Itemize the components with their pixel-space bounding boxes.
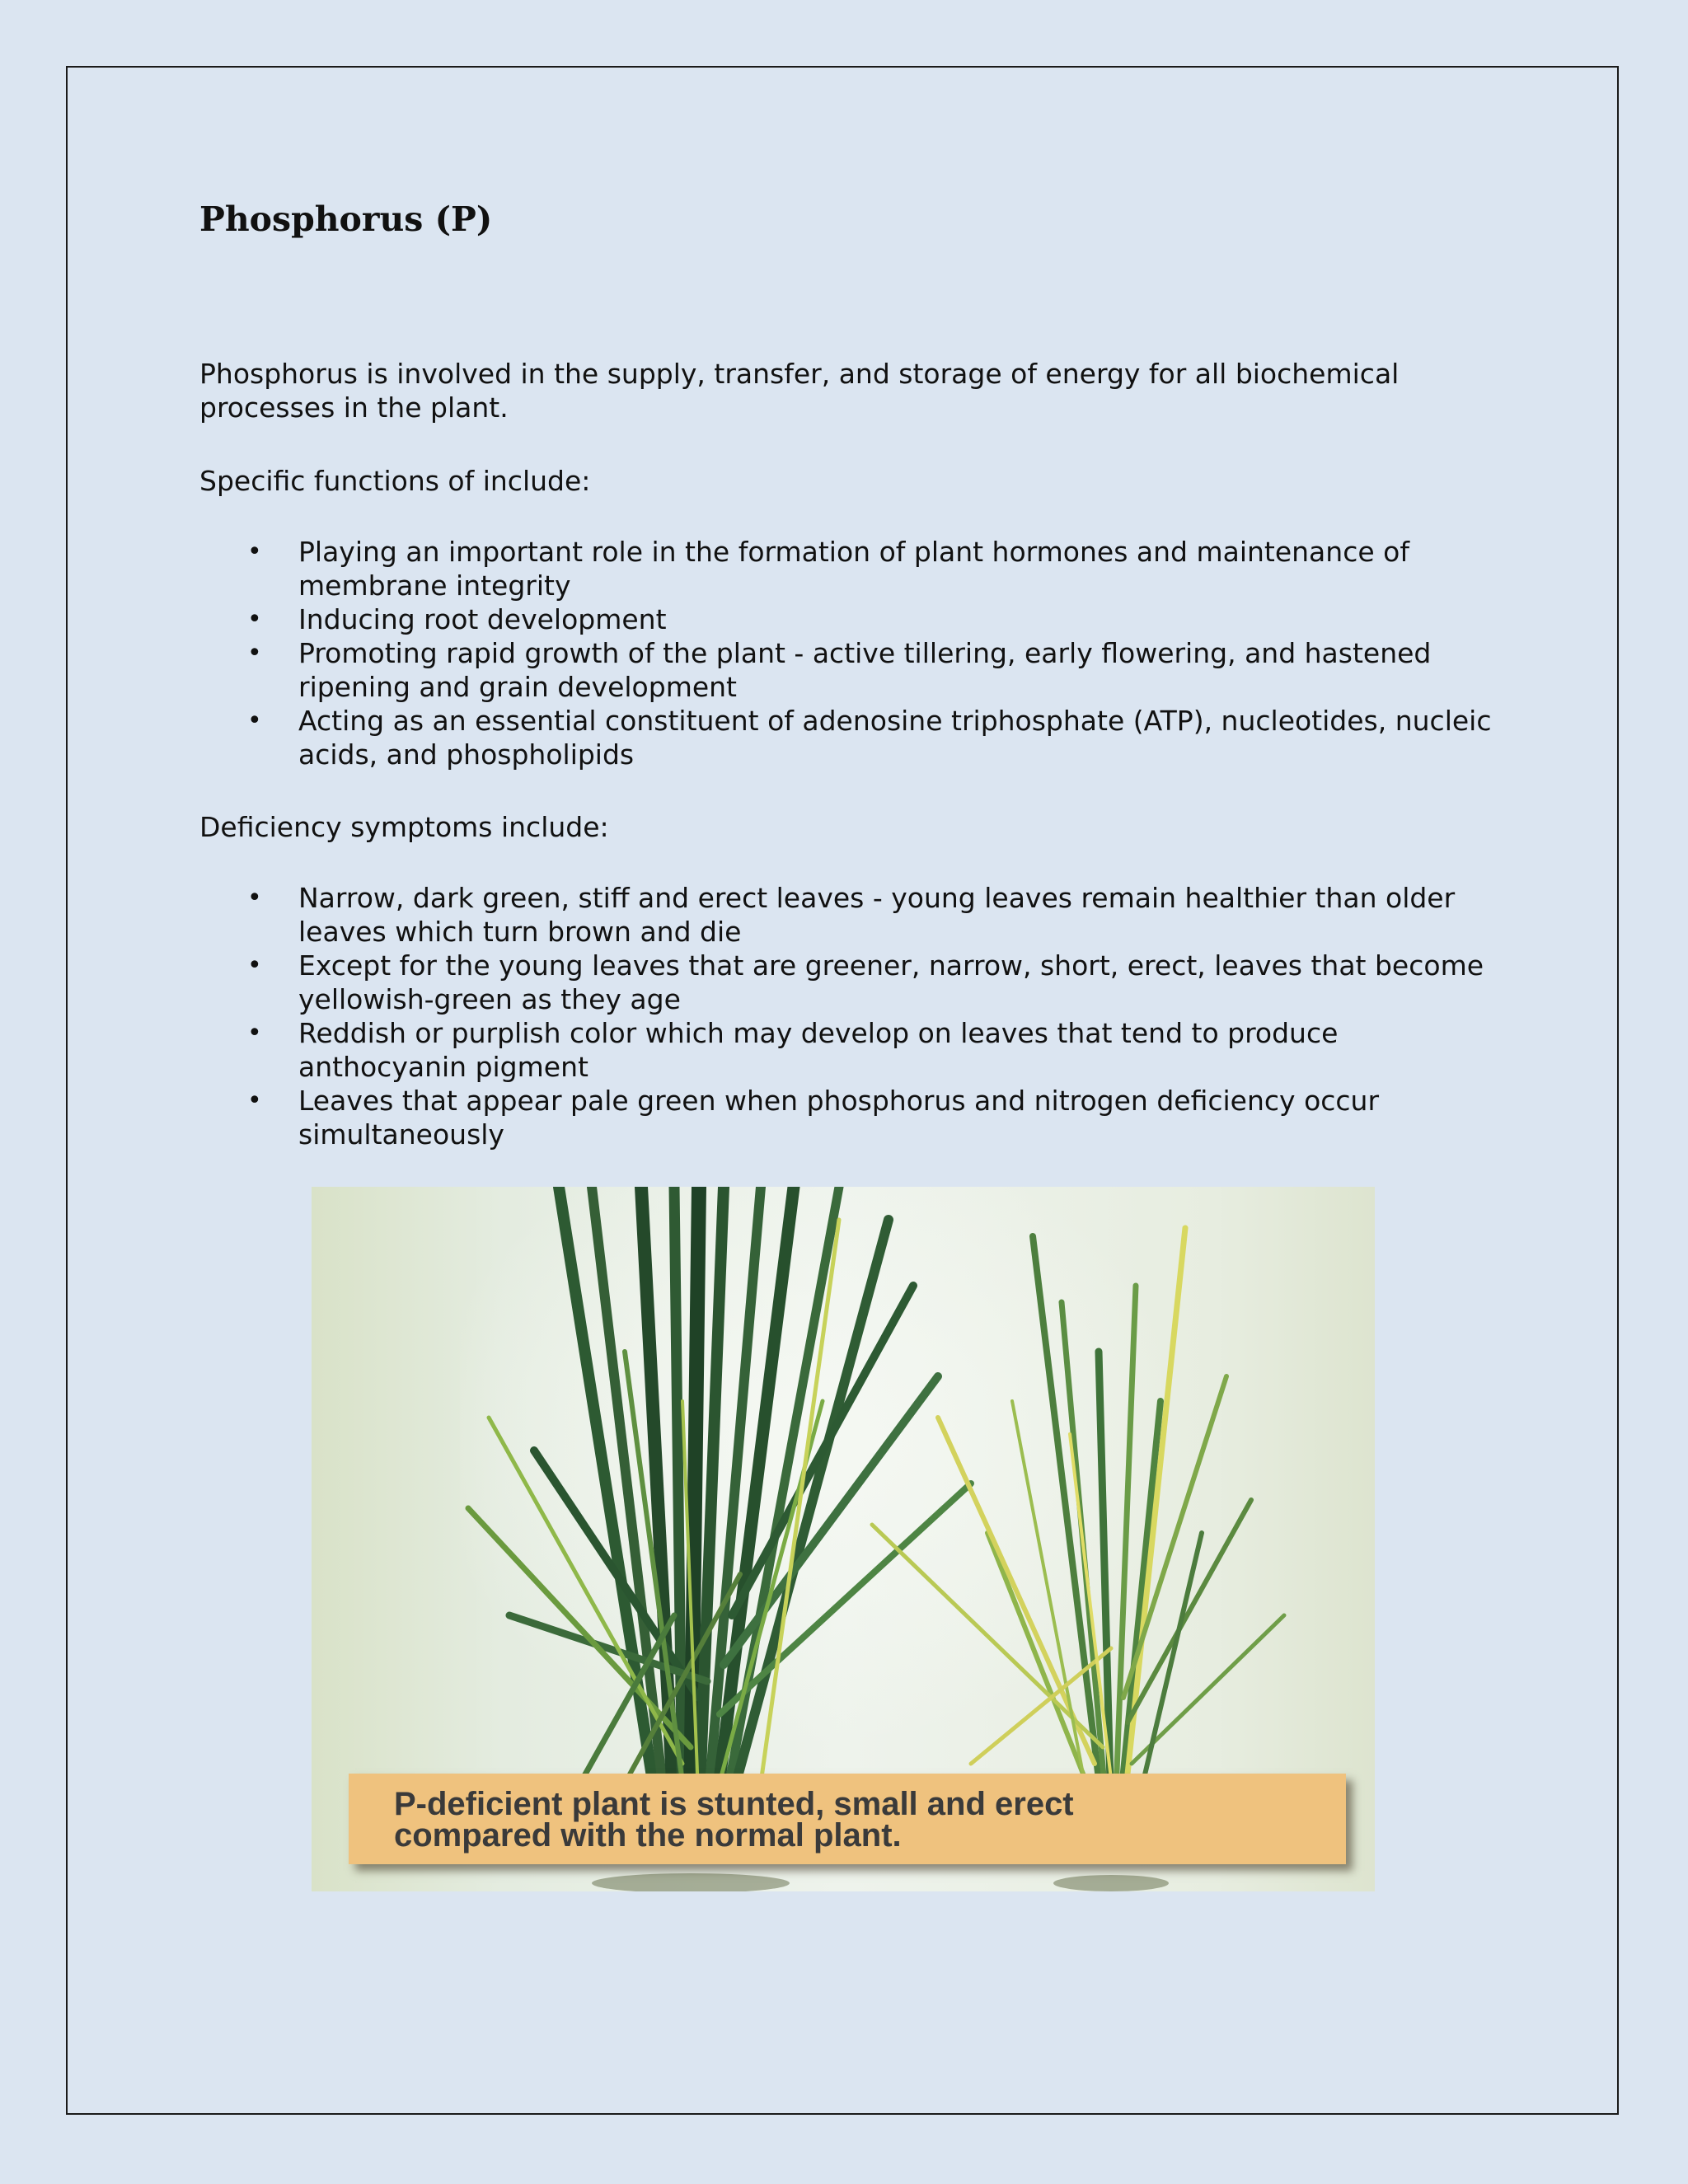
list-item bbox=[199, 1016, 1510, 1084]
list-item bbox=[199, 1084, 1510, 1151]
page-title: Phosphorus (P) bbox=[199, 199, 493, 239]
rice-plant-photo bbox=[312, 1187, 1375, 1891]
list-item-text: Promoting rapid growth of the plant - active tillering, early flowering, and hastened ripening and grain development bbox=[298, 637, 1432, 703]
functions-list bbox=[199, 535, 1510, 771]
list-item bbox=[199, 949, 1510, 1016]
list-item-text: Acting as an essential constituent of adenosine triphosphate (ATP), nucleotides, nucleic acids, and phospholipids bbox=[298, 705, 1492, 771]
intro-paragraph: Phosphorus is involved in the supply, transfer, and storage of energy for all biochemical processes in the plant. bbox=[199, 358, 1400, 424]
deficiency-list bbox=[199, 881, 1510, 1151]
list-item bbox=[199, 881, 1510, 949]
bullet-icon: • bbox=[247, 605, 262, 634]
caption-line-2: compared with the normal plant. bbox=[394, 1817, 902, 1854]
bullet-icon: • bbox=[247, 706, 262, 735]
bullet-icon: • bbox=[247, 639, 262, 668]
list-item bbox=[199, 704, 1510, 771]
list-item-text: Leaves that appear pale green when phosphorus and nitrogen deficiency occur simultaneously bbox=[298, 1085, 1380, 1151]
bullet-icon: • bbox=[247, 1019, 262, 1047]
list-item-text: Reddish or purplish color which may develop on leaves that tend to produce anthocyanin pigment bbox=[298, 1017, 1339, 1083]
deficiency-heading: Deficiency symptoms include: bbox=[199, 811, 609, 843]
caption-line-1: P-deficient plant is stunted, small and erect bbox=[394, 1786, 1074, 1822]
list-item-text: Narrow, dark green, stiff and erect leaves - young leaves remain healthier than older leaves which turn brown and die bbox=[298, 882, 1456, 948]
bullet-icon: • bbox=[247, 883, 262, 912]
list-item-text: Except for the young leaves that are greener, narrow, short, erect, leaves that become yellowish-green as they age bbox=[298, 949, 1484, 1015]
list-item bbox=[199, 602, 1510, 636]
bullet-icon: • bbox=[247, 1086, 262, 1115]
bullet-icon: • bbox=[247, 951, 262, 980]
list-item-text: Playing an important role in the formation of plant hormones and maintenance of membrane integrity bbox=[298, 536, 1409, 602]
functions-heading: Specific functions of include: bbox=[199, 465, 591, 497]
list-item bbox=[199, 636, 1510, 704]
bullet-icon: • bbox=[247, 537, 262, 566]
list-item-text: Inducing root development bbox=[298, 603, 667, 635]
list-item bbox=[199, 535, 1510, 602]
image-caption bbox=[349, 1774, 1346, 1864]
